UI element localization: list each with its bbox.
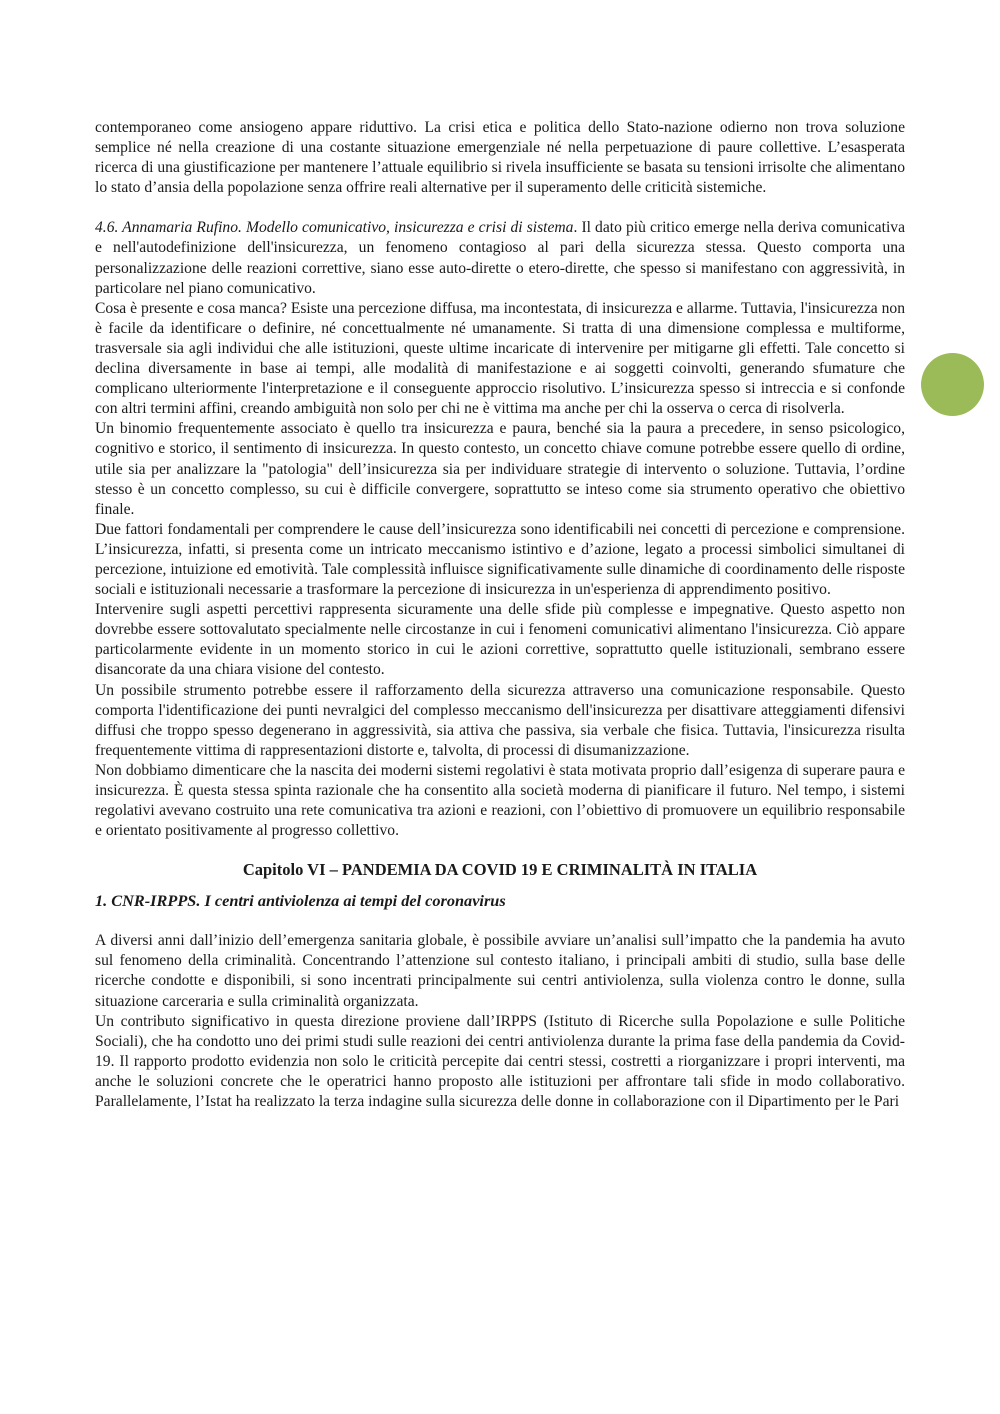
paragraph-gap (95, 198, 905, 218)
document-page-body (95, 118, 905, 1112)
section-4-6-lead-paragraph (95, 218, 905, 298)
section-4-6-paragraph: Non dobbiamo dimenticare che la nascita dei moderni sistemi regolativi è stata motivata proprio dall’esigenza di superare paura e insicurezza. È questa stessa spinta razionale che ha consentito alla società moderna di pianificare il futuro. Nel tempo, i sistemi regolativi avevano costruito una rete comunicativa tra azioni e reazioni, con l’obiettivo di promuovere un equilibrio responsabile e orientato positivamente al progresso collettivo. (95, 761, 905, 840)
paragraph-gap (95, 912, 905, 931)
chapter-title: Capitolo VI – PANDEMIA DA COVID 19 E CRIMINALITÀ IN ITALIA (242, 860, 758, 880)
section-4-6-paragraph: Un binomio frequentemente associato è quello tra insicurezza e paura, benché sia la paura a precedere, in senso psicologico, cognitivo e storico, il sentimento di insicurezza. In questo contesto, un concetto chiave comune potrebbe essere quello di ordine, utile sia per analizzare la "patologia" dell’insicurezza sia per individuare strategie di intervento o soluzione. Tuttavia, l’ordine stesso è un concetto complesso, su cui è difficile convergere, soprattutto se inteso come sia strumento operativo che obiettivo finale. (95, 420, 905, 518)
section-4-6-lead-text: . Il dato più critico emerge nella deriva comunicativa e nell'autodefinizione dell'insicurezza, un fenomeno contagioso al pari della sicurezza stessa. Questo comporta una personalizzazione delle reazioni correttive, siano esse auto-dirette o etero-dirette, che spesso si manifestano con aggressività, in particolare nel piano comunicativo. (95, 219, 905, 297)
section-4-6-paragraph: Cosa è presente e cosa manca? Esiste una percezione diffusa, ma incontestata, di insicurezza e allarme. Tuttavia, l'insicurezza non è facile da identificare o definire, né concettualmente né umanamente. Si tratta di una dimensione complessa e multiforme, trasversale sia agli individui che alle istituzioni, queste ultime incaricate di intervenire per mitigarne gli effetti. Tale concetto si declina diversamente in base ai tempi, alle modalità di manifestazione e ai soggetti coinvolti, generando sfumature che complicano ulteriormente l'interpretazione e il conseguente approccio risolutivo. L’insicurezza spesso si intreccia e si confonde con altri termini affini, creando ambiguità non solo per chi ne è vittima ma anche per chi la osserva o cerca di risolverla. (95, 299, 905, 418)
chapter-paragraph: A diversi anni dall’inizio dell’emergenza sanitaria globale, è possibile avviare un’analisi sull’impatto che la pandemia ha avuto sul fenomeno della criminalità. Concentrando l’attenzione sul contesto italiano, i principali ambiti di studio, sulla base delle ricerche condotte e disponibili, si sono incentrati principalmente sui centri antiviolenza, sulla violenza contro le donne, sulla situazione carceraria e sulla criminalità organizzata. (95, 932, 905, 1010)
intro-paragraph: contemporaneo come ansiogeno appare riduttivo. La crisi etica e politica dello Stato-nazione odierno non trova soluzione semplice né nella creazione di una costante situazione emergenziale né nella perpetuazione di paure collettive. L’esasperata ricerca di una giustificazione per mantenere l’attuale equilibrio si rivela insufficiente se basata su tensioni irrisolte che alimentano lo stato d’ansia della popolazione senza offrire reali alternative per il superamento delle criticità sistemiche. (95, 119, 905, 197)
decorative-green-circle (921, 353, 984, 416)
chapter-subheading: 1. CNR-IRPPS. I centri antiviolenza ai tempi del coronavirus (95, 891, 506, 911)
section-4-6-paragraph: Intervenire sugli aspetti percettivi rappresenta sicuramente una delle sfide più complesse e impegnative. Questo aspetto non dovrebbe essere sottovalutato specialmente nelle circostanze in cui i fenomeni comunicativi alimentano l'insicurezza. Ciò appare particolarmente evidente in un momento storico in cui le azioni correttive, soprattutto quelle istituzionali, sembrano essere disancorate da una chiara visione del contesto. (95, 601, 905, 679)
chapter-paragraph: Un contributo significativo in questa direzione proviene dall’IRPPS (Istituto di Ricerche sulla Popolazione e sulle Politiche Sociali), che ha condotto uno dei primi studi sulle reazioni dei centri antiviolenza durante la prima fase della pandemia da Covid-19. Il rapporto prodotto evidenzia non solo le criticità percepite dai centri stessi, costretti a riorganizzare i propri interventi, ma anche le soluzioni concrete che le operatrici hanno proposto alle istituzioni per affrontare tali sfide in modo collaborativo. Parallelamente, l’Istat ha realizzato la terza indagine sulla sicurezza delle donne in collaborazione con il Dipartimento per le Pari (95, 1012, 905, 1111)
section-4-6-paragraph: Un possibile strumento potrebbe essere il rafforzamento della sicurezza attraverso una comunicazione responsabile. Questo comporta l'identificazione dei punti nevralgici del complesso meccanismo dell'insicurezza per disattivare atteggiamenti difensivi diffusi che troppo spesso degenerano in aggressività, sia attiva che passiva, sia verbale che fisica. Tuttavia, l'insicurezza risulta frequentemente vittima di rappresentazioni distorte e, talvolta, di processi di disumanizzazione. (95, 681, 905, 759)
section-4-6-label: 4.6. Annamaria Rufino. Modello comunicativo, insicurezza e crisi di sistema (95, 219, 574, 237)
section-4-6-paragraph: Due fattori fondamentali per comprendere le cause dell’insicurezza sono identificabili nei concetti di percezione e comprensione. L’insicurezza, infatti, si presenta come un intricato meccanismo istintivo e d’azione, legato a processi simbolici simultanei di percezione, intuizione ed emotività. Tale complessità influisce significativamente sulle dinamiche di coordinamento delle risposte sociali e istituzionali necessarie a trasformare la percezione di insicurezza in un'esperienza di apprendimento positivo. (95, 520, 905, 599)
